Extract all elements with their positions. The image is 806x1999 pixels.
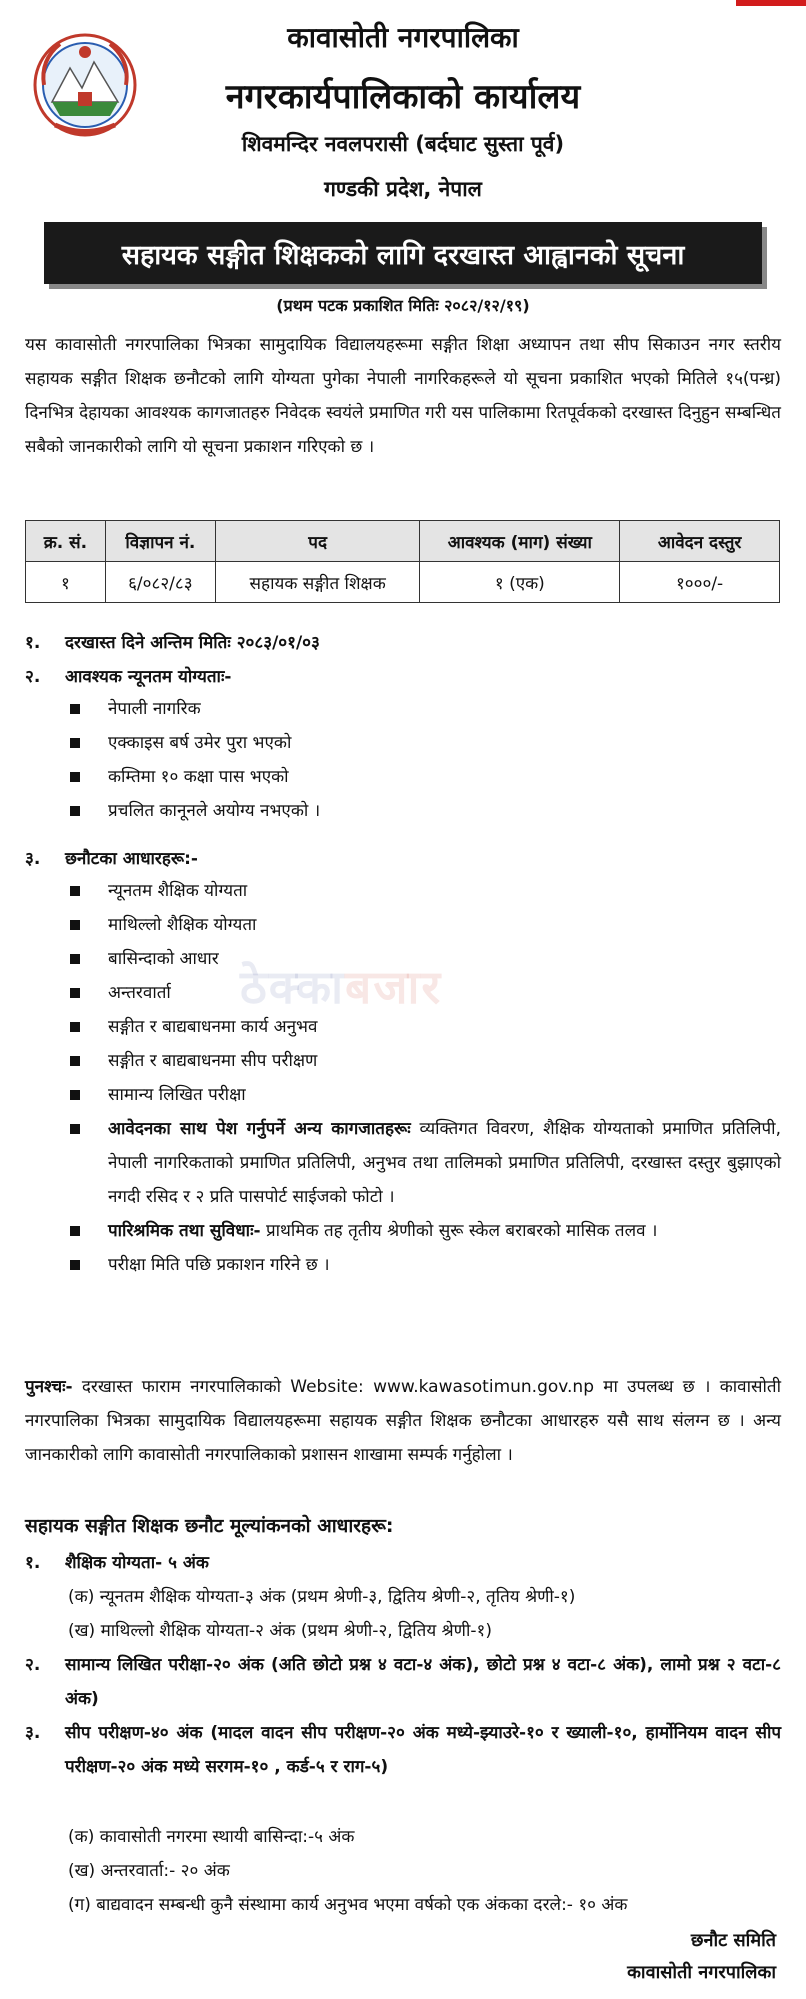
list-item-documents xyxy=(70,1112,781,1214)
notice-title: सहायक सङ्गीत शिक्षकको लागि दरखास्त आह्वानको सूचना xyxy=(44,222,762,284)
postscript-label: पुनश्चः- xyxy=(25,1377,73,1397)
criterion-3b: (ख) अन्तरवार्ता:- २० अंक xyxy=(68,1861,230,1881)
criterion-text: सामान्य लिखित परीक्षा-२० अंक (अति छोटो प्रश्न ४ वटा-४ अंक), छोटो प्रश्न ४ वटा-८ अंक), लामो प्रश्न २ वटा-८ अंक) xyxy=(65,1655,781,1709)
selection-basis-section xyxy=(25,846,198,869)
cell-required-number: १ (एक) xyxy=(420,562,620,603)
intro-paragraph: यस कावासोती नगरपालिका भित्रका सामुदायिक विद्यालयहरूमा सङ्गीत शिक्षा अध्यापन तथा सीप सिकाउन नगर स्तरीय सहायक सङ्गीत शिक्षक छनौटको लागि योग्यता पुगेका नेपाली नागरिकहरूले यो सूचना प्रकाशित भएको मितिले १५(पन्ध्र) दिनभित्र देहायका आवश्यक कागजातहरु निवेदक स्वयंले प्रमाणित गरी यस पालिकामा रितपूर्वकको दरखास्त दिनुहुन सम्बन्धित सबैको जानकारीको लागि यो सूचना प्रकाशन गरिएको छ । xyxy=(25,335,781,457)
list-item: सामान्य लिखित परीक्षा xyxy=(70,1078,781,1112)
deadline-text: दरखास्त दिने अन्तिम मितिः २०८३/०१/०३ xyxy=(65,633,320,653)
criterion-3 xyxy=(25,1716,781,1784)
deadline-section xyxy=(25,630,320,653)
criterion-text: सीप परीक्षण-४० अंक (मादल वादन सीप परीक्षण-२० अंक मध्ये-झ्याउरे-१० र ख्याली-१०, हार्मोनियम वादन सीप परीक्षण-२० अंक मध्ये सरगम-१० , कर्ड-५ र राग-५) xyxy=(65,1723,781,1777)
remuneration-label: पारिश्रमिक तथा सुविधाः- xyxy=(108,1221,261,1241)
list-item: अन्तरवार्ता xyxy=(70,976,781,1010)
list-item: बासिन्दाको आधार xyxy=(70,942,781,976)
qualification-title: आवश्यक न्यूनतम योग्यताः- xyxy=(65,667,232,687)
documents-label: आवेदनका साथ पेश गर्नुपर्ने अन्य कागजातहरूः xyxy=(108,1119,411,1139)
criterion-1a: (क) न्यूनतम शैक्षिक योग्यता-३ अंक (प्रथम श्रेणी-३, द्वितिय श्रेणी-२, तृतिय श्रेणी-१) xyxy=(68,1587,576,1607)
section-number: १. xyxy=(25,633,41,653)
selection-basis-title: छनौटका आधारहरू:- xyxy=(65,849,198,869)
selection-basis-list xyxy=(70,874,781,1282)
province-country: गण्डकी प्रदेश, नेपाल xyxy=(324,177,482,201)
signature-municipality: कावासोती नगरपालिका xyxy=(627,1962,776,1983)
watermark: ठेक्काबजार xyxy=(240,960,443,1014)
list-item: सङ्गीत र बाद्यबाधनमा सीप परीक्षण xyxy=(70,1044,781,1078)
criterion-1b: (ख) माथिल्लो शैक्षिक योग्यता-२ अंक (प्रथम श्रेणी-२, द्वितिय श्रेणी-१) xyxy=(68,1621,492,1641)
criterion-number: ३. xyxy=(25,1723,41,1743)
remuneration-text: प्राथमिक तह तृतीय श्रेणीको सुरू स्केल बराबरको मासिक तलव । xyxy=(260,1221,658,1241)
criterion-3c: (ग) बाद्यवादन सम्बन्धी कुनै संस्थामा कार्य अनुभव भएमा वर्षको एक अंकका दरले:- १० अंक xyxy=(68,1895,628,1915)
criterion-number: २. xyxy=(25,1655,41,1675)
documents-text: व्यक्तिगत विवरण, शैक्षिक योग्यताको प्रमाणित प्रतिलिपी, नेपाली नागरिकताको प्रमाणित प्रतिलिपी, अनुभव तथा तालिमको प्रमाणित प्रतिलिपी, दरखास्त दस्तुर बुझाएको नगदी रसिद र २ प्रति पासपोर्ट साईजको फोटो । xyxy=(108,1119,781,1207)
signature-committee: छनौट समिति xyxy=(690,1930,776,1951)
list-item: प्रचलित कानूनले अयोग्य नभएको । xyxy=(70,794,781,828)
list-item: परीक्षा मिति पछि प्रकाशन गरिने छ । xyxy=(70,1248,781,1282)
list-item: कम्तिमा १० कक्षा पास भएको xyxy=(70,760,781,794)
cell-post: सहायक सङ्गीत शिक्षक xyxy=(215,562,420,603)
corner-mark xyxy=(736,0,806,6)
postscript-text: दरखास्त फाराम नगरपालिकाको Website: www.kawasotimun.gov.np मा उपलब्ध छ । कावासोती नगरपालिका भित्रका सामुदायिक विद्यालयहरूमा सहायक सङ्गीत शिक्षक छनौटका आधारहरु यसै साथ संलग्न छ । अन्य जानकारीको लागि कावासोती नगरपालिकाको प्रशासन शाखामा सम्पर्क गर्नुहोला । xyxy=(25,1377,781,1465)
col-header-fee: आवेदन दस्तुर xyxy=(620,521,780,562)
col-header-adv-no: विज्ञापन नं. xyxy=(105,521,215,562)
col-header-sn: क्र. सं. xyxy=(26,521,106,562)
office-name: नगरकार्यपालिकाको कार्यालय xyxy=(225,77,581,117)
list-item: एक्काइस बर्ष उमेर पुरा भएको xyxy=(70,726,781,760)
list-item: सङ्गीत र बाद्यबाधनमा कार्य अनुभव xyxy=(70,1010,781,1044)
criterion-2 xyxy=(25,1648,781,1716)
criterion-number: १. xyxy=(25,1553,41,1573)
section-number: ३. xyxy=(25,849,41,869)
col-header-required-number: आवश्यक (माग) संख्या xyxy=(420,521,620,562)
office-address: शिवमन्दिर नवलपरासी (बर्दघाट सुस्ता पूर्व) xyxy=(241,132,565,156)
col-header-post: पद xyxy=(215,521,420,562)
criterion-3a: (क) कावासोती नगरमा स्थायी बासिन्दा:-५ अंक xyxy=(68,1827,355,1847)
section-number: २. xyxy=(25,667,41,687)
table-header-row xyxy=(26,521,780,562)
table-row xyxy=(26,562,780,603)
publication-date: (प्रथम पटक प्रकाशित मितिः २०८२/१२/१९) xyxy=(276,296,530,315)
postscript-paragraph xyxy=(25,1370,781,1472)
vacancy-table xyxy=(25,520,780,603)
cell-adv-no: ६/०८२/८३ xyxy=(105,562,215,603)
list-item: माथिल्लो शैक्षिक योग्यता xyxy=(70,908,781,942)
qualification-section xyxy=(25,664,231,687)
criterion-text: शैक्षिक योग्यता- ५ अंक xyxy=(65,1553,209,1573)
criterion-1 xyxy=(25,1546,781,1580)
criteria-title: सहायक सङ्गीत शिक्षक छनौट मूल्यांकनको आधारहरू: xyxy=(25,1515,394,1537)
qualification-list xyxy=(70,692,781,828)
cell-sn: १ xyxy=(26,562,106,603)
list-item: न्यूनतम शैक्षिक योग्यता xyxy=(70,874,781,908)
cell-fee: १०००/- xyxy=(620,562,780,603)
list-item-remuneration xyxy=(70,1214,781,1248)
municipality-name: कावासोती नगरपालिका xyxy=(287,21,519,54)
list-item: नेपाली नागरिक xyxy=(70,692,781,726)
